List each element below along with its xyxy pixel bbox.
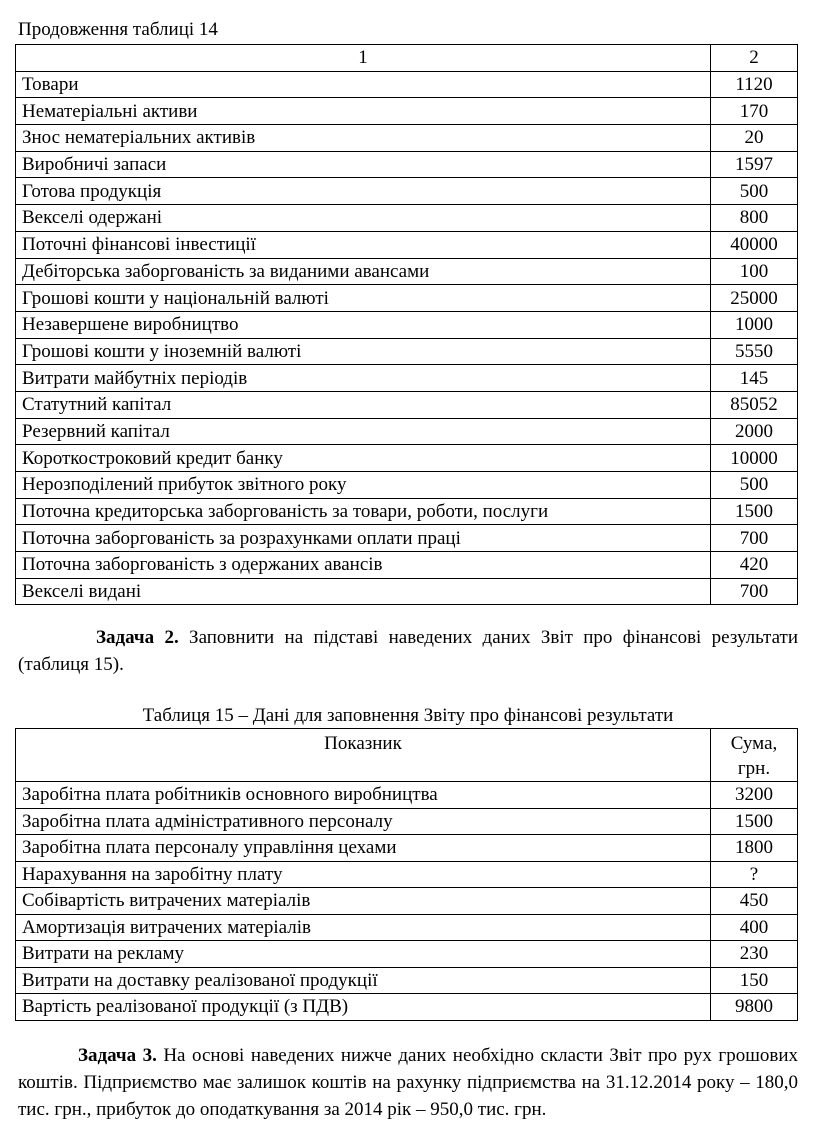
row-value-cell: 170 bbox=[711, 98, 798, 125]
table14-caption: Продовження таблиці 14 bbox=[18, 19, 218, 40]
row-label-cell: Нерозподілений прибуток звітного року bbox=[16, 472, 711, 499]
row-value-cell: 100 bbox=[711, 258, 798, 285]
table-row bbox=[16, 941, 798, 968]
table-row bbox=[16, 498, 798, 525]
table-header-row bbox=[16, 45, 798, 72]
table-row bbox=[16, 808, 798, 835]
row-label-cell: Статутний капітал bbox=[16, 391, 711, 418]
row-value-cell: 145 bbox=[711, 365, 798, 392]
table-row bbox=[16, 418, 798, 445]
row-value-cell: 5550 bbox=[711, 338, 798, 365]
row-label-cell: Грошові кошти у національній валюті bbox=[16, 285, 711, 312]
task3-text: На основі наведених нижче даних необхідно скласти Звіт про рух грошових коштів. Підприємство має залишок коштів на рахунку підприємства на 31.12.2014 року – 180,0 тис. грн., прибуток до оподаткування за 2014 рік – 950,0 тис. грн. bbox=[18, 1045, 798, 1120]
row-label-cell: Заробітна плата персоналу управління цехами bbox=[16, 835, 711, 862]
task3-paragraph bbox=[18, 1042, 798, 1123]
table-row bbox=[16, 338, 798, 365]
row-label-cell: Дебіторська заборгованість за виданими авансами bbox=[16, 258, 711, 285]
row-label-cell: Готова продукція bbox=[16, 178, 711, 205]
row-value-cell: 10000 bbox=[711, 445, 798, 472]
row-label-cell: Резервний капітал bbox=[16, 418, 711, 445]
row-value-cell: 500 bbox=[711, 472, 798, 499]
row-label-cell: Заробітна плата робітників основного виробництва bbox=[16, 782, 711, 809]
row-label-cell: Витрати майбутніх періодів bbox=[16, 365, 711, 392]
table-row bbox=[16, 391, 798, 418]
column-header: Сума, грн. bbox=[711, 729, 798, 782]
row-value-cell: 1500 bbox=[711, 498, 798, 525]
table-row bbox=[16, 861, 798, 888]
row-label-cell: Знос нематеріальних активів bbox=[16, 125, 711, 152]
table-row bbox=[16, 967, 798, 994]
table-row bbox=[16, 151, 798, 178]
row-label-cell: Нематеріальні активи bbox=[16, 98, 711, 125]
task2-paragraph bbox=[18, 624, 798, 678]
row-label-cell: Виробничі запаси bbox=[16, 151, 711, 178]
task2-label: Задача 2. bbox=[96, 627, 179, 648]
table-row bbox=[16, 98, 798, 125]
row-value-cell: 20 bbox=[711, 125, 798, 152]
row-value-cell: 1800 bbox=[711, 835, 798, 862]
row-value-cell: 230 bbox=[711, 941, 798, 968]
row-value-cell: 9800 bbox=[711, 994, 798, 1021]
table-row bbox=[16, 525, 798, 552]
row-label-cell: Грошові кошти у іноземній валюті bbox=[16, 338, 711, 365]
row-label-cell: Собівартість витрачених матеріалів bbox=[16, 888, 711, 915]
row-label-cell: Вартість реалізованої продукції (з ПДВ) bbox=[16, 994, 711, 1021]
row-label-cell: Векселі одержані bbox=[16, 205, 711, 232]
row-value-cell: 800 bbox=[711, 205, 798, 232]
row-value-cell: 700 bbox=[711, 525, 798, 552]
table-row bbox=[16, 552, 798, 579]
task2-text: Заповнити на підставі наведених даних Звіт про фінансові результати (таблиця 15). bbox=[18, 627, 798, 675]
table-row bbox=[16, 782, 798, 809]
row-value-cell: 85052 bbox=[711, 391, 798, 418]
row-label-cell: Поточна кредиторська заборгованість за товари, роботи, послуги bbox=[16, 498, 711, 525]
row-value-cell: 25000 bbox=[711, 285, 798, 312]
table-15 bbox=[15, 728, 798, 1021]
table-row bbox=[16, 994, 798, 1021]
row-label-cell: Витрати на доставку реалізованої продукції bbox=[16, 967, 711, 994]
table-row bbox=[16, 578, 798, 605]
row-value-cell: ? bbox=[711, 861, 798, 888]
row-value-cell: 500 bbox=[711, 178, 798, 205]
row-value-cell: 1120 bbox=[711, 71, 798, 98]
row-value-cell: 450 bbox=[711, 888, 798, 915]
table-row bbox=[16, 365, 798, 392]
table-row bbox=[16, 835, 798, 862]
row-label-cell: Поточні фінансові інвестиції bbox=[16, 231, 711, 258]
table15-caption: Таблиця 15 – Дані для заповнення Звіту про фінансові результати bbox=[142, 705, 674, 726]
row-value-cell: 1500 bbox=[711, 808, 798, 835]
table-row bbox=[16, 178, 798, 205]
table-row bbox=[16, 445, 798, 472]
table-row bbox=[16, 231, 798, 258]
column-header: 1 bbox=[16, 45, 711, 72]
row-label-cell: Незавершене виробництво bbox=[16, 311, 711, 338]
table-header-row bbox=[16, 729, 798, 782]
table-row bbox=[16, 205, 798, 232]
row-value-cell: 150 bbox=[711, 967, 798, 994]
row-value-cell: 3200 bbox=[711, 782, 798, 809]
row-label-cell: Поточна заборгованість з одержаних авансів bbox=[16, 552, 711, 579]
table-row bbox=[16, 888, 798, 915]
row-label-cell: Векселі видані bbox=[16, 578, 711, 605]
row-label-cell: Поточна заборгованість за розрахунками оплати праці bbox=[16, 525, 711, 552]
row-label-cell: Товари bbox=[16, 71, 711, 98]
row-value-cell: 40000 bbox=[711, 231, 798, 258]
row-value-cell: 420 bbox=[711, 552, 798, 579]
row-label-cell: Заробітна плата адміністративного персоналу bbox=[16, 808, 711, 835]
row-value-cell: 1000 bbox=[711, 311, 798, 338]
column-header: 2 bbox=[711, 45, 798, 72]
row-label-cell: Витрати на рекламу bbox=[16, 941, 711, 968]
row-label-cell: Амортизація витрачених матеріалів bbox=[16, 914, 711, 941]
row-label-cell: Короткостроковий кредит банку bbox=[16, 445, 711, 472]
table-row bbox=[16, 311, 798, 338]
table-row bbox=[16, 125, 798, 152]
table-row bbox=[16, 285, 798, 312]
table-row bbox=[16, 472, 798, 499]
row-value-cell: 1597 bbox=[711, 151, 798, 178]
table-row bbox=[16, 71, 798, 98]
table-row bbox=[16, 914, 798, 941]
table-row bbox=[16, 258, 798, 285]
row-value-cell: 400 bbox=[711, 914, 798, 941]
row-value-cell: 700 bbox=[711, 578, 798, 605]
row-value-cell: 2000 bbox=[711, 418, 798, 445]
task3-label: Задача 3. bbox=[78, 1045, 157, 1066]
column-header: Показник bbox=[16, 729, 711, 782]
table-14 bbox=[15, 44, 798, 605]
row-label-cell: Нарахування на заробітну плату bbox=[16, 861, 711, 888]
